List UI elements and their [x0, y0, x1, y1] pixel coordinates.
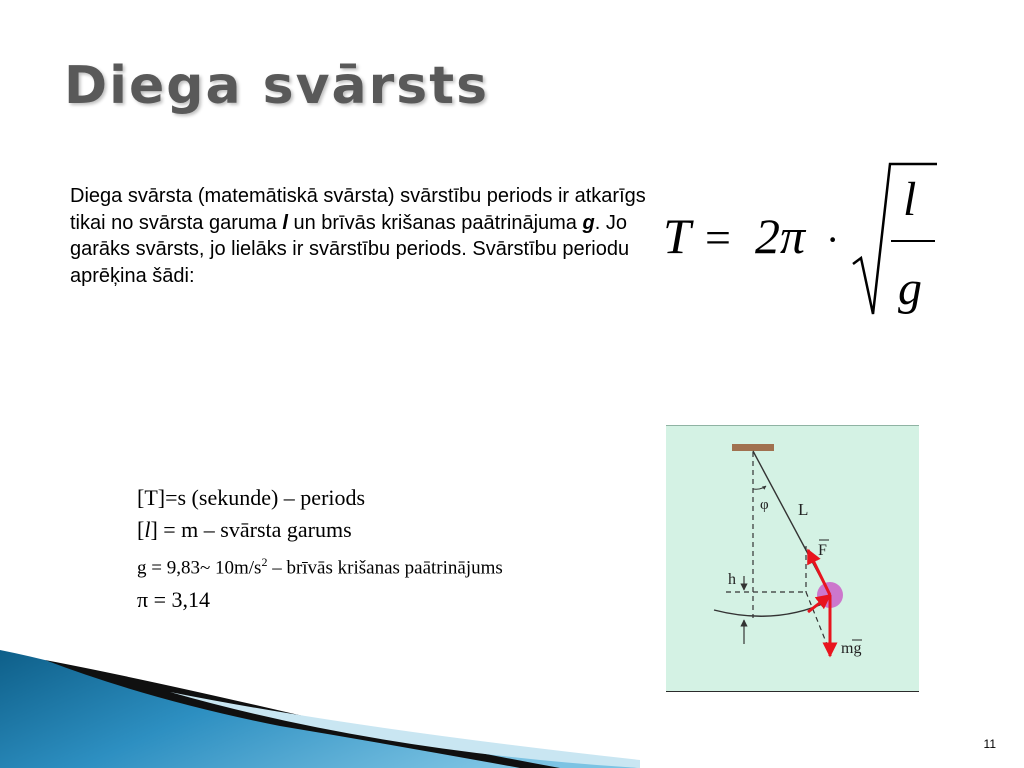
page-number: 11: [983, 737, 996, 751]
units-period: [T]=s (sekunde) – periods: [137, 485, 366, 510]
paragraph-text-2: un brīvās krišanas paātrinājuma: [287, 211, 583, 234]
formula-denominator: g: [898, 262, 922, 315]
pendulum-support: [732, 444, 774, 451]
label-angle: φ: [760, 497, 769, 513]
units-list: [137, 482, 503, 616]
pendulum-diagram: [666, 425, 919, 692]
units-pi: π = 3,14: [137, 587, 211, 613]
label-force: F: [818, 542, 827, 559]
formula-coefficient: 2π: [755, 208, 806, 264]
formula-equals: =: [705, 212, 731, 263]
decorative-swoosh: [0, 640, 640, 768]
formula-numerator: l: [903, 173, 917, 226]
formula-lhs: T: [663, 208, 691, 264]
paragraph-text-3: . Jo garāks svārsts, jo lielāks ir svārstību periods. Svārstību periodu aprēķina šādi:: [70, 211, 630, 287]
paragraph-text-1: Diega svārsta (matemātiskā svārsta) svārstību periods ir atkarīgs tikai no svārsta garuma: [70, 185, 646, 234]
slide-title: Diega svārsts: [64, 56, 490, 116]
variable-g: g: [582, 211, 595, 234]
label-height: h: [728, 571, 736, 588]
units-length: [l] = m – svārsta garums: [137, 517, 352, 542]
square-root-sign: [853, 164, 937, 314]
angle-arc: [753, 486, 766, 489]
variable-l: l: [282, 211, 288, 234]
period-formula: [655, 160, 955, 320]
description-paragraph: [70, 183, 660, 289]
label-gravity: mg: [841, 640, 862, 657]
formula-dot: ·: [826, 217, 840, 262]
units-gravity: g = 9,83~ $10m/s^2$ – brīvās krišanas paātrinājums: [137, 555, 503, 579]
label-length: L: [798, 500, 809, 519]
